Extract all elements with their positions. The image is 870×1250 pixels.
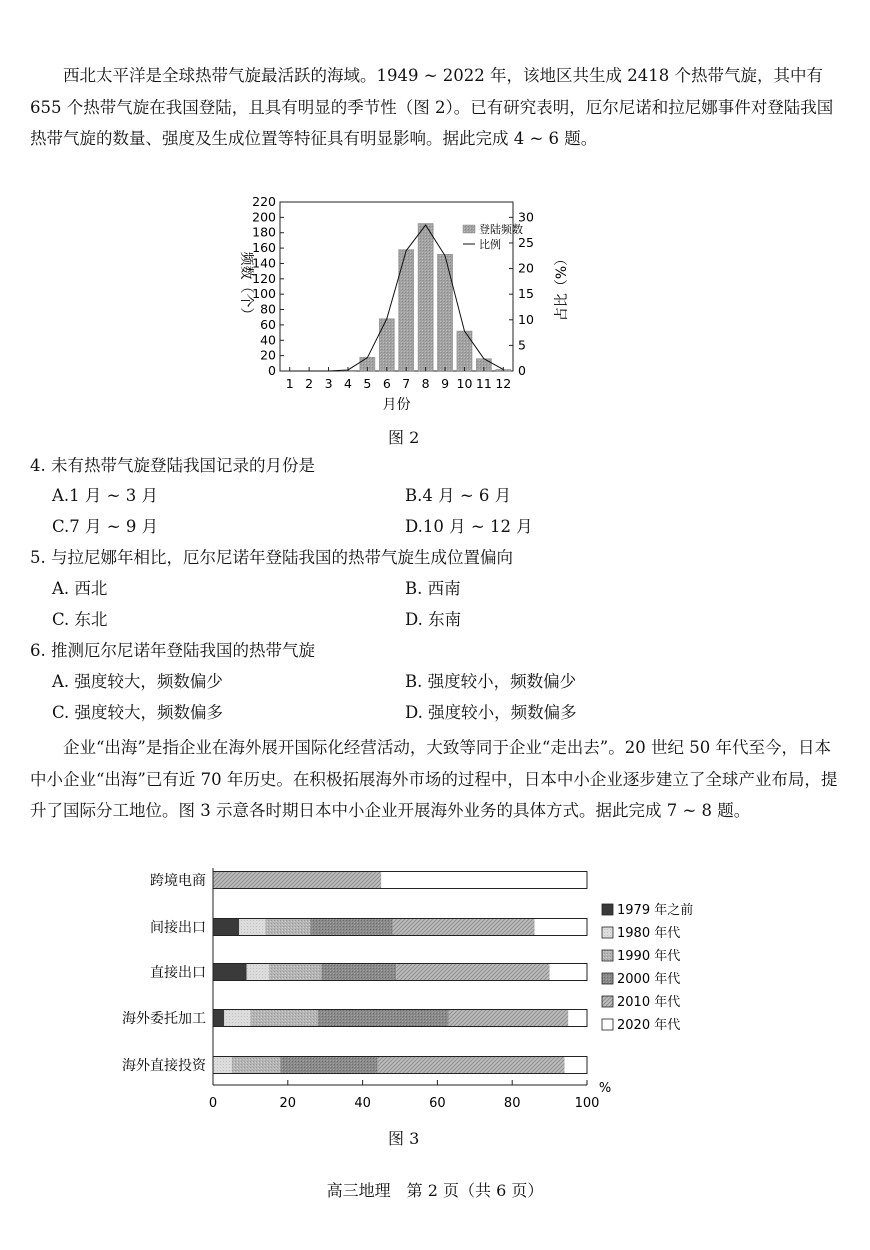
bar-segment xyxy=(381,872,587,889)
bar-segment xyxy=(232,1057,281,1074)
legend-line-label: 比例 xyxy=(479,238,501,251)
figure3-chart xyxy=(100,860,730,1116)
x-tick-label: 100 xyxy=(574,1096,600,1111)
bar-landing-count xyxy=(457,331,472,371)
category-label: 跨境电商 xyxy=(150,873,206,889)
bar-segment xyxy=(213,919,239,936)
y-right-tick-label: 5 xyxy=(518,337,526,353)
y-right-tick-label: 10 xyxy=(518,311,534,327)
bar-segment xyxy=(213,1010,224,1027)
q5-option-d[interactable]: D. 东南 xyxy=(405,610,462,629)
legend-label: 2010 年代 xyxy=(617,995,681,1010)
bar-segment xyxy=(535,919,587,936)
legend-label: 2020 年代 xyxy=(617,1018,681,1033)
bar-segment xyxy=(280,1057,377,1074)
section2-intro: 企业“出海”是指企业在海外展开国际化经营活动，大致等同于企业“走出去”。20 世纪 50 年代至今，日本中小企业“出海”已有近 70 年历史。在积极拓展海外市场的过程中，日本中小企业逐步建立了全球产业布局，提升了国际分工地位。图 3 示意各时期日本中小企业开展海外业务的具体方式。据此完成 7 ~ 8 题。 xyxy=(30,738,838,820)
legend-swatch xyxy=(602,973,613,984)
bar-segment xyxy=(550,964,587,981)
y-left-tick-label: 80 xyxy=(260,301,276,317)
q6-option-d[interactable]: D. 强度较小，频数偏多 xyxy=(405,703,577,722)
y-left-tick-label: 180 xyxy=(252,224,276,240)
category-label: 直接出口 xyxy=(150,965,206,981)
x-tick-label: 40 xyxy=(354,1096,371,1111)
bar-segment xyxy=(396,964,549,981)
bar-segment xyxy=(310,919,392,936)
x-tick-label: 20 xyxy=(279,1096,297,1111)
y-right-axis-label: 占比（%） xyxy=(554,251,570,322)
y-left-tick-label: 0 xyxy=(268,363,276,378)
section1-intro: 西北太平洋是全球热带气旋最活跃的海域。1949 ~ 2022 年，该地区共生成 2418 个热带气旋，其中有 655 个热带气旋在我国登陆，且具有明显的季节性（图 2）。已有研究表明，厄尔尼诺和拉尼娜事件对登陆我国热带气旋的数量、强度及生成位置等特征具有明显影响。据此完成 4 ~ 6 题。 xyxy=(30,66,834,148)
figure2-chart xyxy=(225,190,575,420)
bar-segment xyxy=(318,1010,449,1027)
bar-segment xyxy=(239,919,265,936)
bar-segment xyxy=(250,1010,317,1027)
y-left-tick-label: 120 xyxy=(252,270,276,286)
legend-label: 1979 年之前 xyxy=(617,903,694,918)
category-label: 海外委托加工 xyxy=(122,1011,206,1027)
x-unit-label: % xyxy=(598,1081,612,1096)
q6-stem: 6. 推测厄尔尼诺年登陆我国的热带气旋 xyxy=(30,641,315,660)
x-tick-label: 80 xyxy=(503,1096,521,1111)
bar-segment xyxy=(213,1057,232,1074)
bar-landing-count xyxy=(379,319,394,371)
bar-segment xyxy=(565,1057,587,1074)
y-right-tick-label: 25 xyxy=(518,234,534,250)
q6-option-a[interactable]: A. 强度较大，频数偏少 xyxy=(52,672,223,691)
x-tick-label: 1 xyxy=(285,376,294,391)
x-tick-label: 9 xyxy=(441,376,450,391)
q4-option-d[interactable]: D.10 月 ~ 12 月 xyxy=(405,517,533,536)
legend-swatch xyxy=(602,1019,613,1030)
legend-swatch xyxy=(602,950,613,961)
legend-swatch xyxy=(602,927,613,938)
page-footer: 高三地理 第 2 页（共 6 页） xyxy=(326,1181,544,1200)
legend-swatch xyxy=(602,904,613,915)
bar-segment xyxy=(321,964,396,981)
q5-stem: 5. 与拉尼娜年相比，厄尔尼诺年登陆我国的热带气旋生成位置偏向 xyxy=(30,548,513,567)
x-axis-label: 月份 xyxy=(382,397,411,413)
legend-swatch xyxy=(602,996,613,1007)
x-tick-label: 10 xyxy=(456,376,473,391)
q4-option-b[interactable]: B.4 月 ~ 6 月 xyxy=(405,486,512,505)
y-left-tick-label: 100 xyxy=(252,286,276,302)
q5-option-b[interactable]: B. 西南 xyxy=(405,579,461,598)
bar-segment xyxy=(568,1010,587,1027)
y-right-tick-label: 20 xyxy=(518,260,534,276)
figure3-caption: 图 3 xyxy=(388,1129,420,1148)
y-left-axis-label: 频数（个） xyxy=(238,251,254,322)
x-tick-label: 0 xyxy=(208,1096,218,1111)
q5-option-a[interactable]: A. 西北 xyxy=(52,579,108,598)
q4-stem: 4. 未有热带气旋登陆我国记录的月份是 xyxy=(30,456,315,475)
legend-label: 1980 年代 xyxy=(617,926,681,941)
bar-segment xyxy=(213,872,381,889)
legend-label: 1990 年代 xyxy=(617,949,681,964)
y-left-tick-label: 140 xyxy=(252,255,276,271)
q6-option-b[interactable]: B. 强度较小，频数偏少 xyxy=(405,672,577,691)
x-tick-label: 3 xyxy=(324,376,333,391)
y-right-tick-label: 0 xyxy=(518,363,526,378)
x-tick-label: 12 xyxy=(495,376,512,391)
x-tick-label: 5 xyxy=(363,376,372,391)
bar-landing-count xyxy=(418,224,433,371)
q5-option-c[interactable]: C. 东北 xyxy=(52,610,108,629)
x-tick-label: 6 xyxy=(382,376,391,391)
bar-segment xyxy=(265,919,310,936)
x-tick-label: 4 xyxy=(343,376,352,391)
bar-segment xyxy=(224,1010,250,1027)
bar-segment xyxy=(393,919,535,936)
legend-label: 2000 年代 xyxy=(617,972,681,987)
bar-segment xyxy=(269,964,321,981)
category-label: 海外直接投资 xyxy=(122,1058,206,1074)
y-right-tick-label: 15 xyxy=(518,286,534,302)
y-left-tick-label: 200 xyxy=(252,209,276,225)
y-left-tick-label: 60 xyxy=(260,316,276,332)
y-left-tick-label: 20 xyxy=(260,347,276,363)
y-left-tick-label: 40 xyxy=(260,332,276,348)
legend-bar-label: 登陆频数 xyxy=(479,223,523,236)
bar-segment xyxy=(247,964,269,981)
x-tick-label: 2 xyxy=(305,376,314,391)
bar-segment xyxy=(213,964,247,981)
x-tick-label: 11 xyxy=(475,376,492,391)
legend-bar-swatch xyxy=(463,225,475,233)
y-left-tick-label: 160 xyxy=(252,240,276,256)
category-label: 间接出口 xyxy=(150,920,206,936)
bar-segment xyxy=(378,1057,565,1074)
x-tick-label: 8 xyxy=(421,376,430,391)
q4-option-c[interactable]: C.7 月 ~ 9 月 xyxy=(52,517,159,536)
q4-option-a[interactable]: A.1 月 ~ 3 月 xyxy=(52,486,158,505)
q6-option-c[interactable]: C. 强度较大，频数偏多 xyxy=(52,703,224,722)
bar-segment xyxy=(449,1010,569,1027)
y-left-tick-label: 220 xyxy=(252,194,276,209)
x-tick-label: 60 xyxy=(429,1096,446,1111)
bar-landing-count xyxy=(437,254,452,371)
y-right-tick-label: 30 xyxy=(518,209,534,225)
figure2-caption: 图 2 xyxy=(388,428,420,447)
x-tick-label: 7 xyxy=(402,376,411,391)
